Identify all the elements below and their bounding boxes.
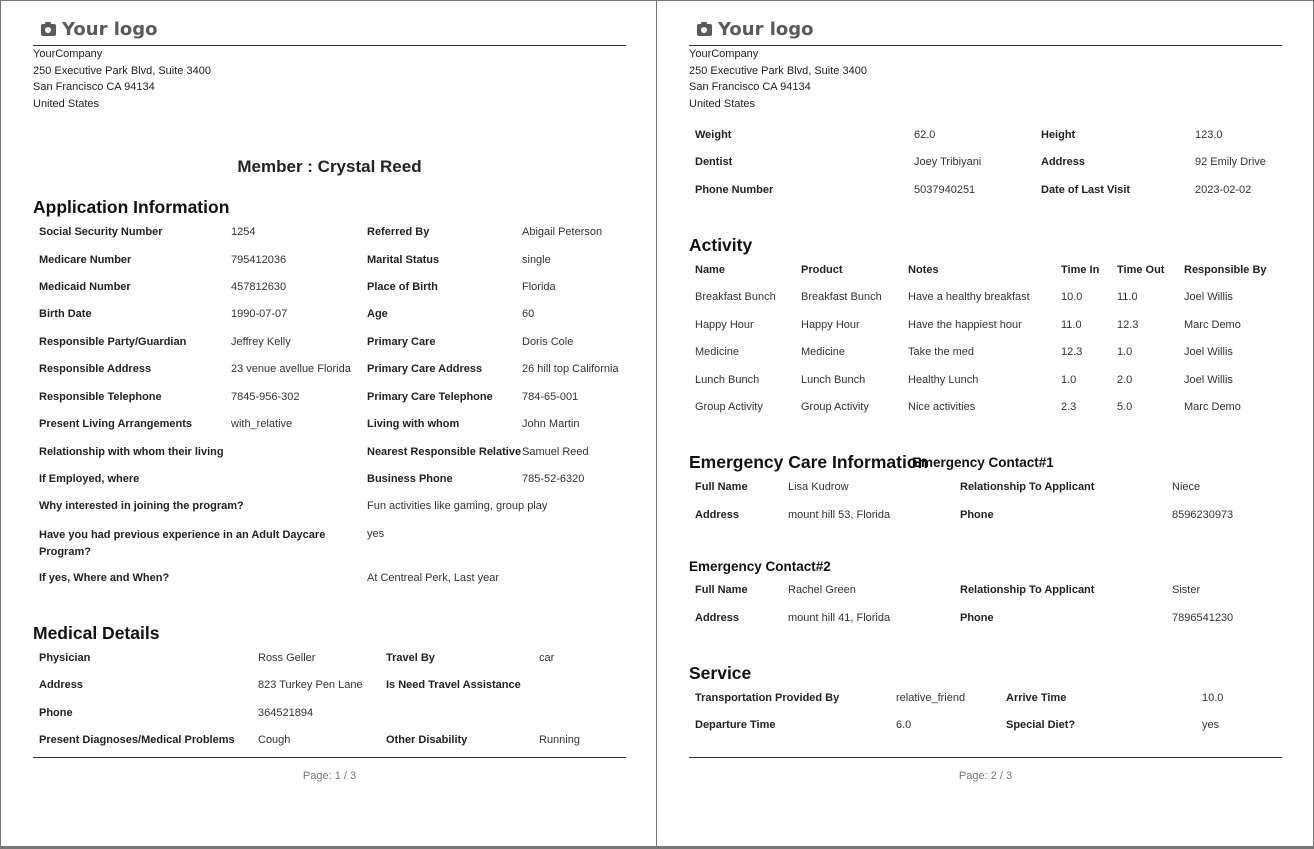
table-cell: 1.0	[1061, 374, 1077, 386]
company-address	[33, 46, 211, 112]
company-country: United States	[689, 97, 756, 110]
field-value: 6.0	[896, 719, 912, 731]
field-label: If Employed, where	[39, 473, 140, 485]
field-label: Special Diet?	[1006, 719, 1076, 731]
table-cell: Healthy Lunch	[908, 374, 979, 386]
field-value: yes	[1202, 719, 1220, 731]
company-logo	[697, 19, 814, 40]
page-number: Page: 2 / 3	[958, 770, 1013, 782]
field-value: 26 hill top California	[522, 363, 619, 375]
page-number: Page: 1 / 3	[302, 770, 357, 782]
field-label: Social Security Number	[39, 226, 163, 238]
field-value: 60	[522, 308, 535, 320]
column-header: Notes	[908, 264, 939, 276]
column-header: Responsible By	[1184, 264, 1267, 276]
field-label: Address	[695, 612, 740, 624]
application-heading: Application Information	[33, 197, 230, 217]
field-value: Ross Geller	[258, 652, 316, 664]
table-cell: Breakfast Bunch	[695, 291, 776, 303]
table-cell: Marc Demo	[1184, 319, 1241, 331]
company-name: YourCompany	[33, 48, 103, 60]
table-cell: Happy Hour	[801, 319, 860, 331]
field-label: Address	[39, 679, 84, 691]
company-street: 250 Executive Park Blvd, Suite 3400	[689, 64, 867, 77]
table-cell: 2.3	[1061, 401, 1077, 413]
field-value: Florida	[522, 281, 556, 293]
field-value: Lisa Kudrow	[788, 481, 849, 493]
field-value: 123.0	[1195, 129, 1223, 141]
table-cell: Group Activity	[695, 401, 763, 413]
field-label: Phone	[960, 612, 994, 624]
field-label: Responsible Telephone	[39, 391, 162, 403]
field-value: Joey Tribiyani	[914, 156, 982, 168]
field-label: Business Phone	[367, 473, 453, 485]
field-value: 784-65-001	[522, 391, 579, 403]
field-label: Referred By	[367, 226, 430, 238]
question-answer: Fun activities like gaming, group play	[367, 500, 548, 512]
field-value: Rachel Green	[788, 584, 856, 596]
question-label: Why interested in joining the program?	[39, 500, 244, 512]
field-value: 1254	[231, 226, 256, 238]
table-cell: Medicine	[801, 346, 846, 358]
report-page-2	[657, 0, 1314, 849]
field-label: Arrive Time	[1006, 692, 1067, 704]
field-label: Phone	[960, 509, 994, 521]
field-value: Cough	[258, 734, 291, 746]
field-label: Age	[367, 308, 388, 320]
company-city: San Francisco CA 94134	[33, 81, 155, 93]
question-label: If yes, Where and When?	[39, 572, 170, 584]
field-label: Primary Care Telephone	[367, 391, 493, 403]
field-label: Is Need Travel Assistance	[386, 679, 521, 691]
field-label: Phone	[39, 707, 73, 719]
field-label: Full Name	[695, 584, 748, 596]
field-label: Weight	[695, 129, 732, 141]
field-value: mount hill 41, Florida	[788, 612, 891, 624]
field-label: Date of Last Visit	[1041, 184, 1131, 196]
field-value: Samuel Reed	[522, 446, 589, 458]
field-label: Physician	[39, 652, 91, 664]
field-label: Primary Care	[367, 336, 436, 348]
footer-divider	[689, 757, 1282, 758]
field-label: Living with whom	[367, 418, 460, 430]
field-value: single	[522, 254, 551, 266]
field-value: 2023-02-02	[1195, 184, 1252, 196]
table-cell: 5.0	[1117, 401, 1133, 413]
field-value: 5037940251	[914, 184, 976, 196]
question-answer: yes	[367, 528, 385, 540]
field-label: Nearest Responsible Relative	[367, 446, 522, 458]
table-cell: Lunch Bunch	[801, 374, 866, 386]
question-label: Have you had previous experience in an Adult Daycare Program?	[39, 529, 326, 558]
field-label: Relationship with whom their living	[39, 446, 224, 458]
field-value: 364521894	[258, 707, 314, 719]
field-label: Dentist	[695, 156, 733, 168]
activity-heading: Activity	[689, 235, 753, 255]
table-cell: Marc Demo	[1184, 401, 1241, 413]
field-value: Doris Cole	[522, 336, 574, 348]
field-label: Responsible Address	[39, 363, 152, 375]
field-label: Medicaid Number	[39, 281, 131, 293]
column-header: Name	[695, 264, 725, 276]
field-value: John Martin	[522, 418, 580, 430]
field-value: mount hill 53, Florida	[788, 509, 891, 521]
field-label: Transportation Provided By	[695, 692, 840, 704]
field-value: 1990-07-07	[231, 308, 288, 320]
field-label: Phone Number	[695, 184, 774, 196]
field-value: 7845-956-302	[231, 391, 300, 403]
column-header: Product	[801, 264, 843, 276]
field-label: Primary Care Address	[367, 363, 483, 375]
field-label: Address	[1041, 156, 1086, 168]
company-street: 250 Executive Park Blvd, Suite 3400	[33, 64, 211, 77]
field-label: Address	[695, 509, 740, 521]
table-cell: 11.0	[1061, 319, 1082, 331]
field-value: 23 venue avellue Florida	[231, 363, 351, 375]
field-label: Marital Status	[367, 254, 440, 266]
field-value: 8596230973	[1172, 509, 1234, 521]
table-cell: Breakfast Bunch	[801, 291, 882, 303]
table-cell: Medicine	[695, 346, 740, 358]
column-header: Time Out	[1117, 264, 1165, 276]
field-label: Departure Time	[695, 719, 776, 731]
column-header: Time In	[1061, 264, 1100, 276]
field-value: with_relative	[231, 418, 293, 430]
field-value: 10.0	[1202, 692, 1224, 704]
company-logo	[41, 19, 158, 40]
table-cell: Joel Willis	[1184, 346, 1233, 358]
table-cell: 12.3	[1061, 346, 1083, 358]
table-cell: 2.0	[1117, 374, 1133, 386]
table-cell: Have a healthy breakfast	[908, 291, 1030, 303]
table-cell: Happy Hour	[695, 319, 754, 331]
medical-heading: Medical Details	[33, 623, 160, 643]
company-name: YourCompany	[689, 48, 759, 60]
field-label: Relationship To Applicant	[960, 584, 1095, 596]
service-heading: Service	[689, 663, 752, 683]
field-value: 62.0	[914, 129, 936, 141]
field-value: 823 Turkey Pen Lane	[258, 679, 363, 691]
contact1-heading: Emergency Contact#1	[912, 455, 1054, 470]
field-label: Full Name	[695, 481, 748, 493]
field-value: Niece	[1172, 481, 1201, 493]
contact2-heading: Emergency Contact#2	[689, 559, 831, 574]
field-value: car	[539, 652, 555, 664]
field-value: Abigail Peterson	[522, 226, 603, 238]
table-cell: Nice activities	[908, 401, 976, 413]
logo-text: Your logo	[62, 19, 158, 40]
camera-icon	[41, 24, 56, 36]
field-value: Sister	[1172, 584, 1201, 596]
table-cell: 10.0	[1061, 291, 1083, 303]
field-label: Place of Birth	[367, 281, 438, 293]
field-label: Birth Date	[39, 308, 92, 320]
field-label: Relationship To Applicant	[960, 481, 1095, 493]
footer-divider	[33, 757, 626, 758]
company-address	[689, 46, 867, 112]
field-value: relative_friend	[896, 692, 966, 704]
field-value: 7896541230	[1172, 612, 1234, 624]
field-label: Present Living Arrangements	[39, 418, 193, 430]
table-cell: Have the happiest hour	[908, 319, 1022, 331]
field-label: Responsible Party/Guardian	[39, 336, 187, 348]
emergency-heading: Emergency Care Information	[689, 452, 929, 472]
member-title: Member : Crystal Reed	[237, 157, 422, 176]
question-answer: At Centreal Perk, Last year	[367, 572, 500, 584]
field-label: Height	[1041, 129, 1076, 141]
table-cell: 12.3	[1117, 319, 1139, 331]
field-value: Jeffrey Kelly	[231, 336, 291, 348]
table-cell: Group Activity	[801, 401, 869, 413]
table-cell: Joel Willis	[1184, 374, 1233, 386]
field-value: 795412036	[231, 254, 287, 266]
field-value: 785-52-6320	[522, 473, 585, 485]
field-label: Travel By	[386, 652, 435, 664]
table-cell: 1.0	[1117, 346, 1133, 358]
camera-icon	[697, 24, 712, 36]
field-value: 457812630	[231, 281, 287, 293]
table-cell: Take the med	[908, 346, 975, 358]
table-cell: 11.0	[1117, 291, 1138, 303]
company-country: United States	[33, 97, 100, 110]
table-cell: Lunch Bunch	[695, 374, 760, 386]
table-cell: Joel Willis	[1184, 291, 1233, 303]
logo-text: Your logo	[718, 19, 814, 40]
field-value: Running	[539, 734, 580, 746]
field-label: Present Diagnoses/Medical Problems	[39, 734, 235, 746]
field-label: Medicare Number	[39, 254, 132, 266]
field-value: 92 Emily Drive	[1195, 156, 1266, 168]
field-label: Other Disability	[386, 734, 468, 746]
company-city: San Francisco CA 94134	[689, 81, 811, 93]
